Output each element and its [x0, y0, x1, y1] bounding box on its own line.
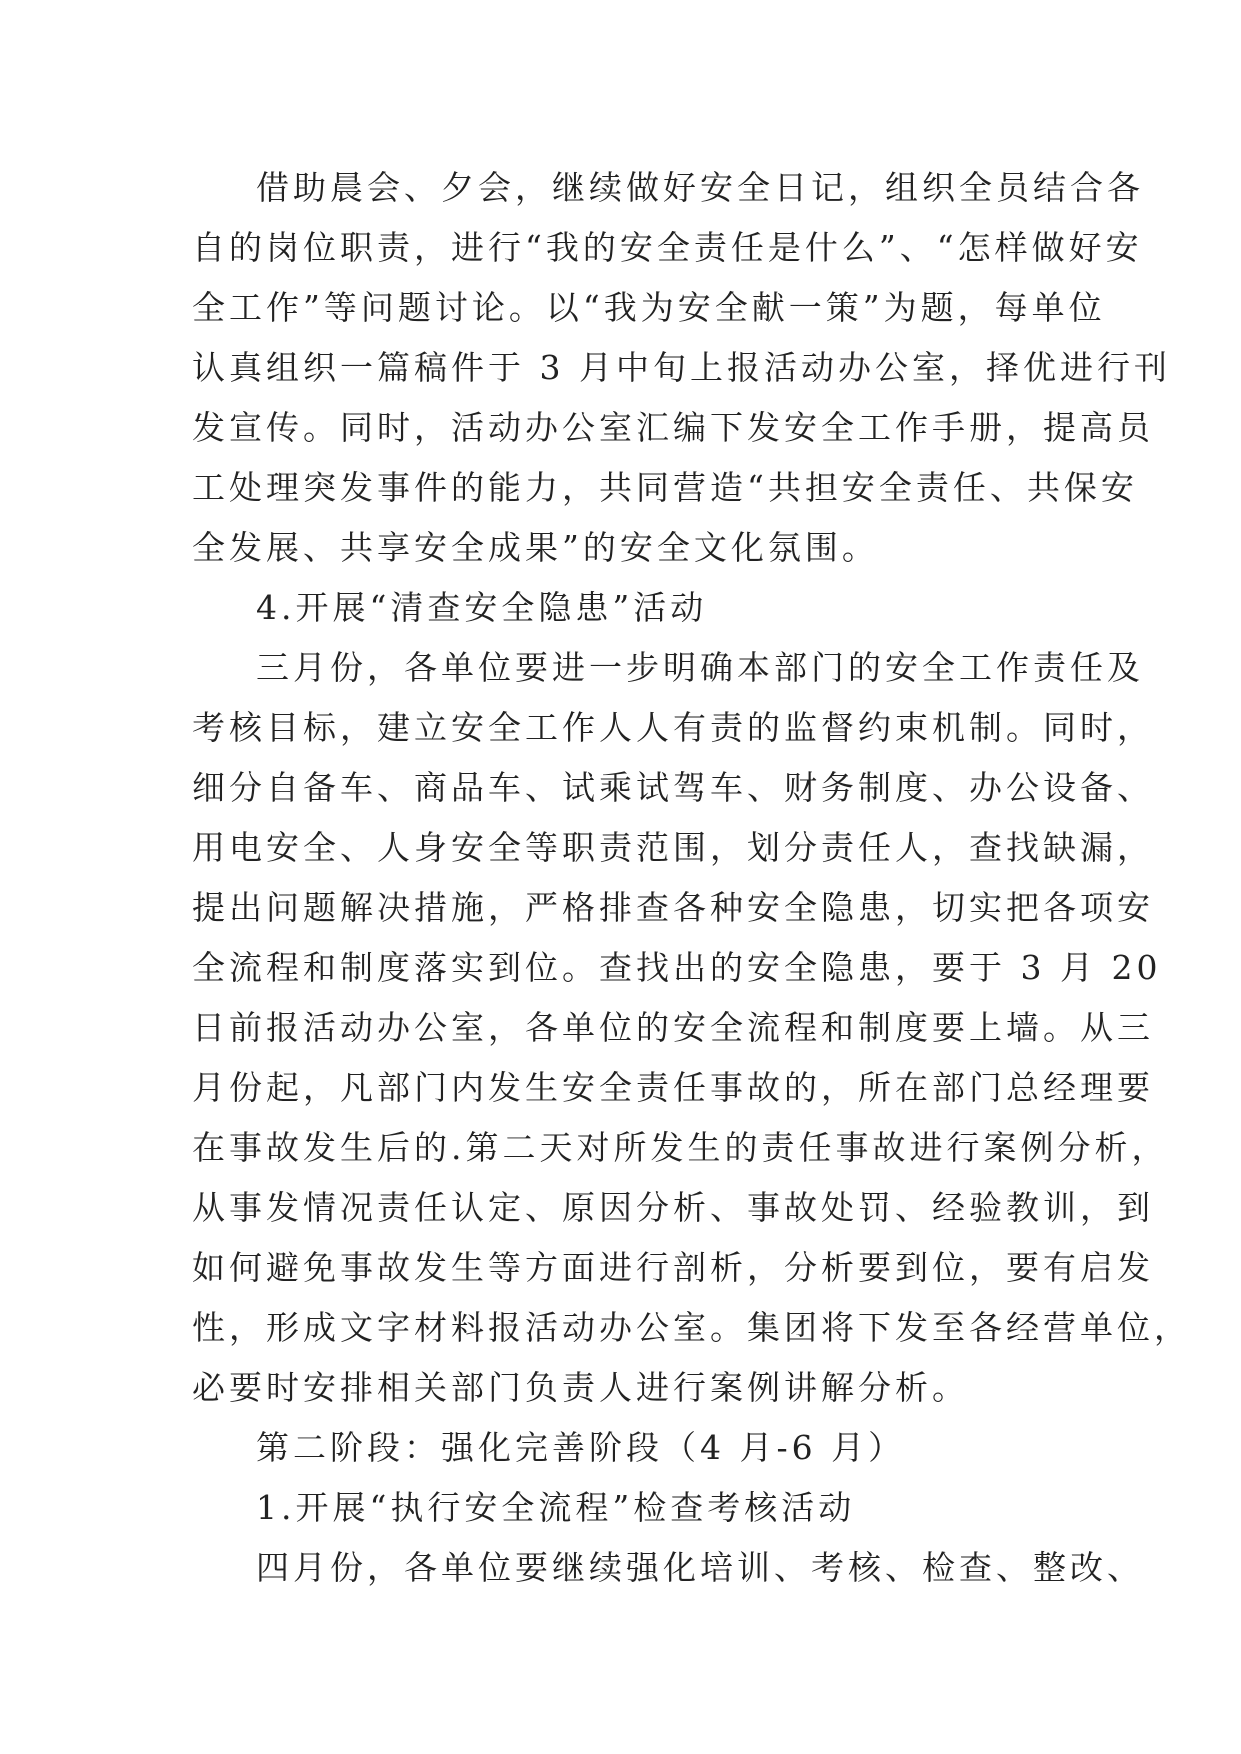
body-line-9: 三月份，各单位要进一步明确本部门的安全工作责任及: [256, 648, 1144, 687]
body-line-15: 日前报活动办公室，各单位的安全流程和制度要上墙。从三: [192, 1008, 1154, 1047]
section-heading-4: 4.开展“清查安全隐患”活动: [256, 588, 708, 627]
body-line-18: 从事发情况责任认定、原因分析、事故处罚、经验教训，到: [192, 1188, 1154, 1227]
body-line-1: 借助晨会、夕会，继续做好安全日记，组织全员结合各: [256, 168, 1144, 207]
body-line-6: 工处理突发事件的能力，共同营造“共担安全责任、共保安: [192, 468, 1138, 507]
body-line-12: 用电安全、人身安全等职责范围，划分责任人，查找缺漏，: [192, 828, 1154, 867]
body-line-7: 全发展、共享安全成果”的安全文化氛围。: [192, 528, 879, 567]
section-heading-1: 1.开展“执行安全流程”检查考核活动: [256, 1488, 856, 1527]
body-line-3: 全工作”等问题讨论。以“我为安全献一策”为题，每单位: [192, 288, 1106, 327]
body-line-16: 月份起，凡部门内发生安全责任事故的，所在部门总经理要: [192, 1068, 1154, 1107]
body-line-13: 提出问题解决措施，严格排查各种安全隐患，切实把各项安: [192, 888, 1154, 927]
body-line-19: 如何避免事故发生等方面进行剖析，分析要到位，要有启发: [192, 1248, 1154, 1287]
body-line-20: 性，形成文字材料报活动办公室。集团将下发至各经营单位，: [192, 1308, 1191, 1347]
body-line-17: 在事故发生后的.第二天对所发生的责任事故进行案例分析，: [192, 1128, 1169, 1167]
body-line-10: 考核目标，建立安全工作人人有责的监督约束机制。同时，: [192, 708, 1154, 747]
body-line-14: 全流程和制度落实到位。查找出的安全隐患，要于 3 月 20: [192, 948, 1162, 987]
body-line-5: 发宣传。同时，活动办公室汇编下发安全工作手册，提高员: [192, 408, 1154, 447]
body-line-11: 细分自备车、商品车、试乘试驾车、财务制度、办公设备、: [192, 768, 1154, 807]
body-line-24: 四月份，各单位要继续强化培训、考核、检查、整改、: [256, 1548, 1144, 1587]
body-line-4: 认真组织一篇稿件于 3 月中旬上报活动办公室，择优进行刊: [192, 348, 1171, 387]
stage-heading-2: 第二阶段：强化完善阶段（4 月-6 月）: [256, 1428, 906, 1467]
body-line-2: 自的岗位职责，进行“我的安全责任是什么”、“怎样做好安: [192, 228, 1143, 267]
body-line-21: 必要时安排相关部门负责人进行案例讲解分析。: [192, 1368, 969, 1407]
